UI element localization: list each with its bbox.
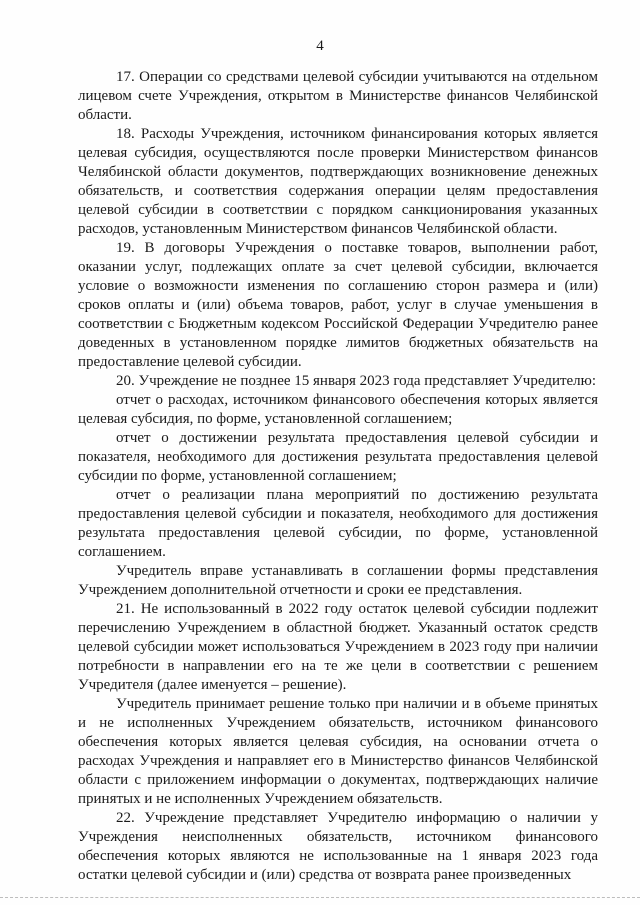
scan-edge-line (0, 897, 640, 898)
paragraph-20-report-result: отчет о достижении результата предоставления целевой субсидии и показателя, необходимого для достижения результата предоставления целевой субсидии по форме, установленной соглашением; (78, 430, 598, 484)
document-body (78, 68, 598, 885)
paragraph-20-report-expenses: отчет о расходах, источником финансового обеспечения которых является целевая субсидия, по форме, установленной соглашением; (78, 392, 598, 427)
paragraph-20: 20. Учреждение не позднее 15 января 2023 года представляет Учредителю: (116, 373, 597, 389)
paragraph-20-additional-reporting: Учредитель вправе устанавливать в соглашении формы представления Учреждением дополнительной отчетности и сроки ее представления. (78, 563, 598, 598)
paragraph-19: 19. В договоры Учреждения о поставке товаров, выполнении работ, оказании услуг, подлежащих оплате за счет целевой субсидии, включается условие о возможности изменения по соглашению сторон размера и (или) сроков оплаты и (или) объема товаров, работ, услуг в случае уменьшения в соответствии с Бюджетным кодексом Российской Федерации Учредителю ранее доведенных в установленном порядке лимитов бюджетных обязательств на предоставление целевой субсидии. (78, 240, 598, 370)
paragraph-21-founder-decision: Учредитель принимает решение только при наличии и в объеме принятых и не исполненных Учреждением обязательств, источником финансового обеспечения которых является целевая субсидия, на основании отчета о расходах Учреждения и направляет его в Министерство финансов Челябинской области с приложением информации о документах, подтверждающих наличие принятых и не исполненных Учреждением обязательств. (78, 696, 598, 807)
page-number: 4 (316, 38, 324, 54)
paragraph-21: 21. Не использованный в 2022 году остаток целевой субсидии подлежит перечислению Учреждением в областной бюджет. Указанный остаток средств целевой субсидии может использоваться Учреждением в 2023 году при наличии потребности в направлении его на те же цели в соответствии с решением Учредителя (далее именуется – решение). (78, 601, 598, 693)
paragraph-20-report-plan: отчет о реализации плана мероприятий по достижению результата предоставления целевой субсидии и показателя, необходимого для достижения результата предоставления целевой субсидии, по форме, установленной соглашением. (78, 487, 598, 560)
paragraph-22: 22. Учреждение представляет Учредителю информацию о наличии у Учреждения неисполненных обязательств, источником финансового обеспечения которых являются не использованные на 1 января 2023 года остатки целевой субсидии и (или) средства от возврата ранее произведенных (78, 810, 598, 883)
paragraph-17: 17. Операции со средствами целевой субсидии учитываются на отдельном лицевом счете Учреждения, открытом в Министерстве финансов Челябинской области. (78, 69, 598, 123)
paragraph-18: 18. Расходы Учреждения, источником финансирования которых является целевая субсидия, осуществляются после проверки Министерством финансов Челябинской области документов, подтверждающих возникновение денежных обязательств, и соответствия содержания операции целям предоставления целевой субсидии в соответствии с порядком санкционирования указанных расходов, установленным Министерством финансов Челябинской области. (78, 126, 598, 237)
